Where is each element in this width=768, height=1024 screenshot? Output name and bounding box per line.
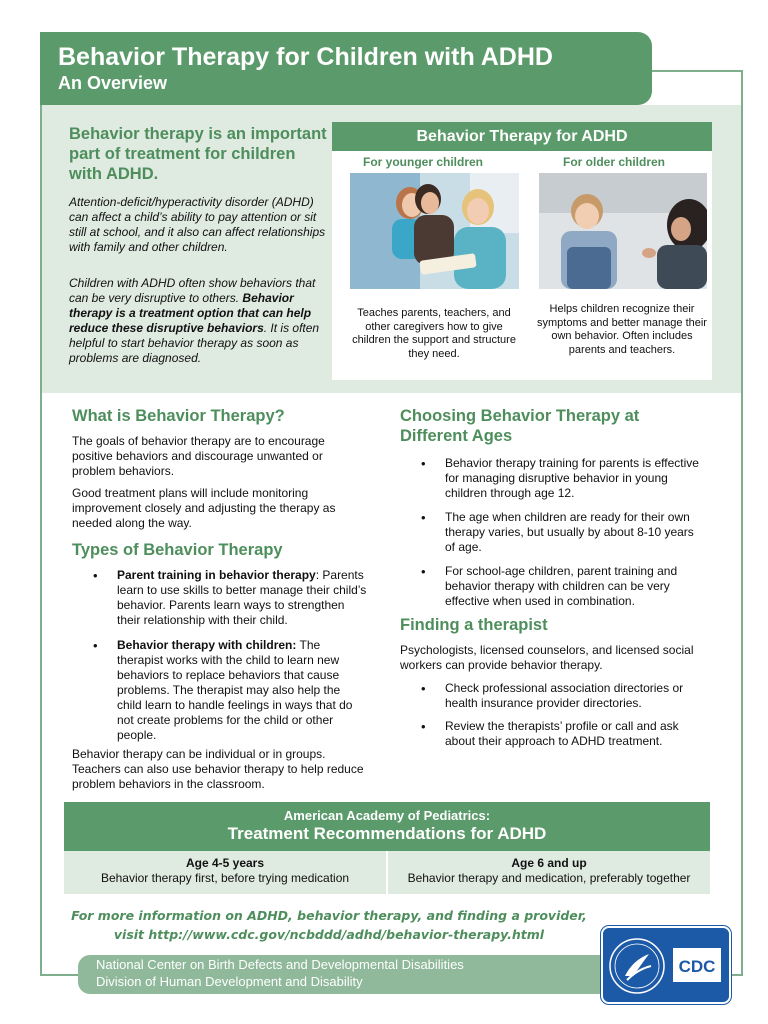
footer-division-name: Division of Human Development and Disability (96, 973, 363, 989)
intro-heading: Behavior therapy is an important part of treatment for children with ADHD. (69, 125, 327, 183)
list-item: • Review the therapists’ profile or call and ask about their approach to ADHD treatment. (445, 719, 707, 749)
list-item: • For school-age children, parent training and behavior therapy with children can be very effective when used in combination. (445, 564, 707, 609)
what-is-heading: What is Behavior Therapy? (72, 407, 285, 425)
list-item: • Check professional association directories or health insurance provider directories. (445, 681, 707, 711)
footer-center-name: National Center on Birth Defects and Developmental Disabilities (96, 957, 464, 972)
younger-children-description: Teaches parents, teachers, and other caregivers how to give children the support and structure they need. (352, 307, 516, 360)
list-item: • Behavior therapy training for parents is effective for managing disruptive behavior in young children through age 12. (445, 456, 707, 501)
types-list (117, 568, 367, 743)
svg-text:CDC: CDC (678, 957, 716, 976)
intro-paragraph-1: Attention-deficit/hyperactivity disorder (ADHD) can affect a child’s ability to pay attention or sit still at school, and it also can affect relationships with family and other children. (69, 195, 326, 254)
bt-box-title: Behavior Therapy for ADHD (332, 122, 712, 151)
aap-cell-older: Age 6 and up Behavior therapy and medication, preferably together (386, 851, 710, 894)
list-item: • The age when children are ready for their own therapy varies, but usually by about 8-10 years of age. (445, 510, 707, 555)
aap-header (64, 802, 710, 851)
aap-cell-young: Age 4-5 years Behavior therapy first, before trying medication (100, 856, 350, 885)
what-is-paragraph-2: Good treatment plans will include monitoring improvement closely and adjusting the therapy as needed along the way. (72, 486, 336, 530)
list-item: • Behavior therapy with children: The therapist works with the child to learn new behaviors to replace behaviors that cause problems. The therapist may also help the child learn to handle feelings in ways that do not create problems for the child or other people. (117, 638, 367, 743)
aap-table (64, 851, 710, 894)
behavior-therapy-box (332, 122, 712, 380)
types-heading: Types of Behavior Therapy (72, 541, 283, 559)
younger-children-label: For younger children (363, 155, 484, 169)
finding-list (445, 681, 707, 749)
more-info: For more information on ADHD, behavior therapy, and finding a provider, visit http://www.cdc.gov/ncbddd/adhd/behavior-therapy.html (71, 908, 587, 942)
more-info-link[interactable]: visit http://www.cdc.gov/ncbddd/adhd/behavior-therapy.html (113, 927, 545, 942)
choosing-list (445, 456, 707, 609)
cdc-logo (601, 926, 731, 1004)
choosing-heading: Choosing Behavior Therapy at Different Ages (400, 407, 640, 445)
what-is-paragraph-1: The goals of behavior therapy are to encourage positive behaviors and discourage unwanted or problem behaviors. (72, 434, 325, 478)
intro-paragraph-2: Children with ADHD often show behaviors that can be very disruptive to others. Behavior therapy is a treatment option that can help reduce these disruptive behaviors. It is often helpful to start behavior therapy as soon as problems are diagnosed. (69, 276, 320, 365)
title-banner (40, 32, 652, 105)
older-children-photo (539, 173, 707, 289)
younger-children-photo (350, 173, 519, 289)
intro-emphasis: Behavior therapy is a treatment option that can help reduce these disruptive behaviors (69, 291, 312, 335)
finding-paragraph: Psychologists, licensed counselors, and licensed social workers can provide behavior therapy. (400, 643, 694, 672)
aap-recommendations (64, 802, 710, 894)
page-subtitle: An Overview (58, 73, 168, 93)
older-children-description: Helps children recognize their symptoms and better manage their own behavior. Often includes parents and teachers. (537, 303, 707, 356)
finding-heading: Finding a therapist (400, 616, 548, 634)
aap-source: American Academy of Pediatrics: (283, 808, 491, 823)
older-children-label: For older children (563, 155, 666, 169)
aap-title: Treatment Recommendations for ADHD (227, 824, 547, 843)
types-closing: Behavior therapy can be individual or in groups. Teachers can also use behavior therapy to help reduce problem behaviors in the classroom. (72, 747, 364, 791)
list-item: • Parent training in behavior therapy: Parents learn to use skills to better manage their child’s behavior. Parents learn ways to strengthen their relationship with their child. (117, 568, 367, 628)
page-title: Behavior Therapy for Children with ADHD (58, 43, 553, 71)
